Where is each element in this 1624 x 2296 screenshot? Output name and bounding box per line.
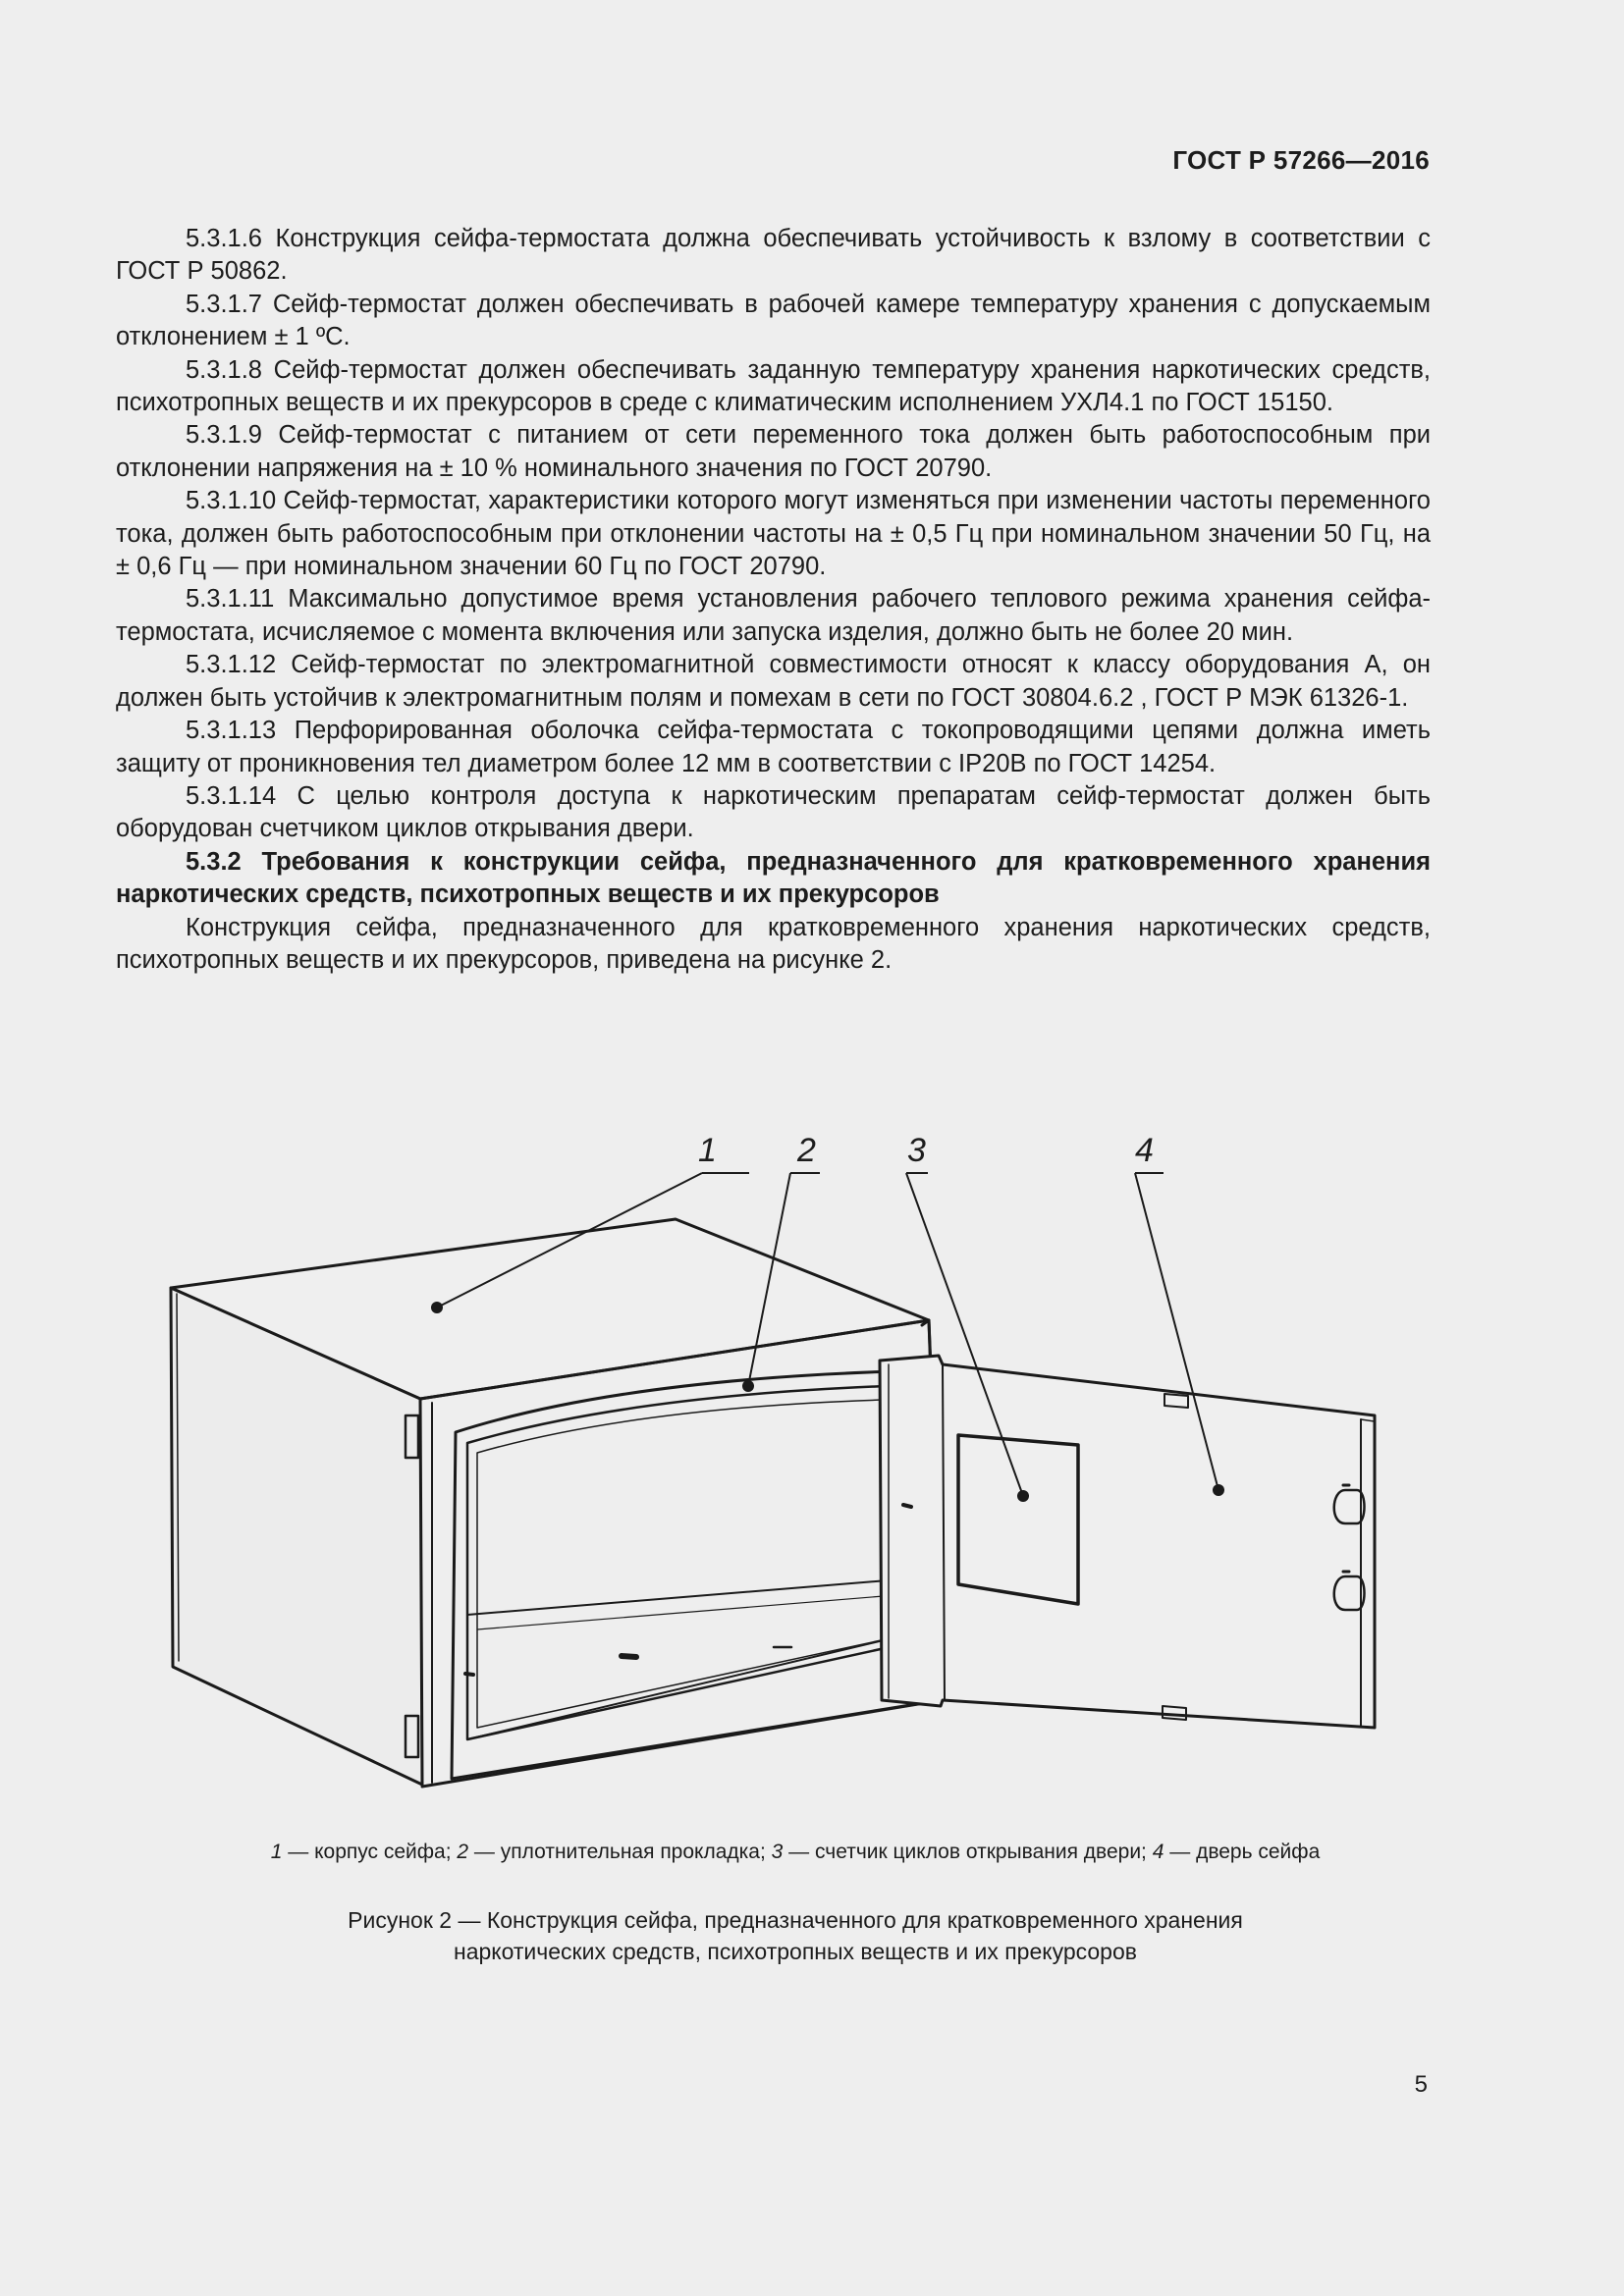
figure-legend: [116, 1839, 1475, 1866]
legend-num-2: 2: [457, 1841, 469, 1863]
callout-number-4: 4: [1135, 1132, 1154, 1169]
paragraph-5-3-1-10: 5.3.1.10 Сейф-термостат, характеристики которого могут изменяться при изменении частоты переменного тока, должен быть работоспособным при отклонении частоты на ± 0,5 Гц при номинальном значении 50 Гц, на ± 0,6 Гц — при номинальном значении 60 Гц по ГОСТ 20790.: [116, 487, 1431, 581]
legend-num-4: 4: [1152, 1841, 1164, 1863]
paragraph-5-3-1-12: 5.3.1.12 Сейф-термостат по электромагнитной совместимости относят к классу оборудования А, он должен быть устойчив к электромагнитным полям и помехам в сети по ГОСТ 30804.6.2 , ГОСТ Р МЭК 61326-1.: [116, 651, 1431, 712]
paragraph-5-3-1-6: 5.3.1.6 Конструкция сейфа-термостата должна обеспечивать устойчивость к взлому в соответствии с ГОСТ Р 50862.: [116, 225, 1431, 286]
leader-dot-3: [1017, 1490, 1029, 1502]
callout-number-2: 2: [797, 1132, 816, 1169]
safe-front-frame: [420, 1320, 931, 1787]
section-heading-5-3-2: 5.3.2 Требования к конструкции сейфа, предназначенного для кратковременного хранения наркотических средств, психотропных веществ и их прекурсоров: [116, 847, 1431, 909]
figure-safe-drawing: [157, 1119, 1394, 1806]
leader-dot-1: [431, 1302, 443, 1313]
legend-text-4: — дверь сейфа: [1164, 1841, 1321, 1863]
callout-number-1: 1: [698, 1132, 717, 1169]
legend-text-2: — уплотнительная прокладка;: [468, 1841, 772, 1863]
paragraph-5-3-1-13: 5.3.1.13 Перфорированная оболочка сейфа-термостата с токопроводящими цепями должна иметь защиту от проникновения тел диаметром более 12 мм в соответствии с IP20B по ГОСТ 14254.: [116, 717, 1431, 777]
paragraph-5-3-1-11: 5.3.1.11 Максимально допустимое время установления рабочего теплового режима хранения сейфа-термостата, исчисляемое с момента включения или запуска изделия, должно быть не более 20 мин.: [116, 585, 1431, 646]
paragraph-5-3-1-7: 5.3.1.7 Сейф-термостат должен обеспечивать в рабочей камере температуру хранения с допускаемым отклонением ± 1 ºС.: [116, 290, 1431, 351]
paragraph-5-3-1-9: 5.3.1.9 Сейф-термостат с питанием от сети переменного тока должен быть работоспособным при отклонении напряжения на ± 10 % номинального значения по ГОСТ 20790.: [116, 421, 1431, 482]
safe-door: [880, 1356, 1375, 1728]
body-text: [116, 223, 1431, 977]
figure-caption-line-2: наркотических средств, психотропных веществ и их прекурсоров: [454, 1939, 1137, 1964]
page-number: 5: [1414, 2071, 1428, 2098]
paragraph-5-3-1-14: 5.3.1.14 С целью контроля доступа к наркотическим препаратам сейф-термостат должен быть оборудован счетчиком циклов открывания двери.: [116, 781, 1431, 843]
figure-caption-line-1: Рисунок 2 — Конструкция сейфа, предназначенного для кратковременного хранения: [348, 1907, 1243, 1933]
document-code: ГОСТ Р 57266—2016: [1172, 145, 1430, 175]
leader-dot-2: [742, 1380, 754, 1392]
legend-num-1: 1: [270, 1841, 283, 1863]
leader-dot-4: [1213, 1484, 1224, 1496]
safe-illustration: [157, 1119, 1394, 1806]
figure-caption: [116, 1904, 1475, 1967]
callout-number-3: 3: [907, 1132, 926, 1169]
paragraph-figure-intro: Конструкция сейфа, предназначенного для кратковременного хранения наркотических средств, психотропных веществ и их прекурсоров, приведена на рисунке 2.: [116, 913, 1431, 974]
legend-num-3: 3: [771, 1841, 784, 1863]
paragraph-5-3-1-8: 5.3.1.8 Сейф-термостат должен обеспечивать заданную температуру хранения наркотических средств, психотропных веществ и их прекурсоров в среде с климатическим исполнением УХЛ4.1 по ГОСТ 15150.: [116, 355, 1431, 417]
legend-text-3: — счетчик циклов открывания двери;: [783, 1841, 1153, 1863]
legend-text-1: — корпус сейфа;: [282, 1841, 458, 1863]
